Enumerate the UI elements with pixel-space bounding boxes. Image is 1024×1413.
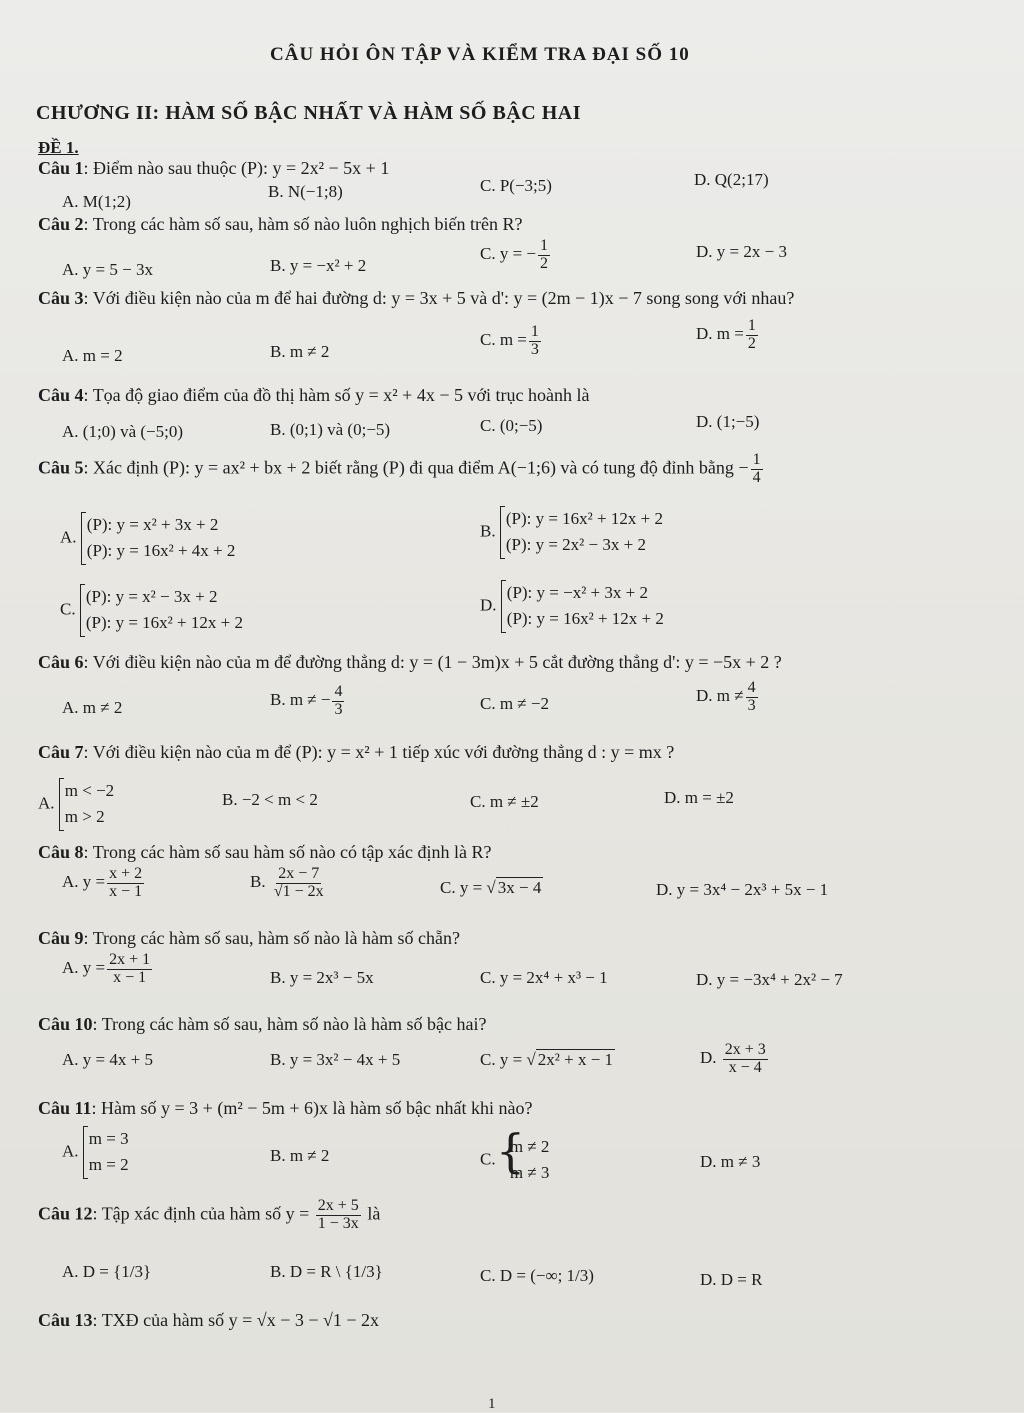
q8-option-d: D. y = 3x⁴ − 2x³ + 5x − 1 bbox=[656, 880, 829, 899]
question-12: Câu 12: Tập xác định của hàm số y = $\frac{2x + 5}{1 - 3x}$ là bbox=[38, 1197, 381, 1232]
q7-option-b: B. −2 < m < 2 bbox=[222, 790, 318, 809]
q12-option-a: A. D = {1/3} bbox=[62, 1262, 152, 1281]
q5-option-c: C. (P): y = x² − 3x + 2 (P): y = 16x² + 12x + 2 bbox=[60, 584, 243, 637]
q12-option-b: B. D = R \ {1/3} bbox=[270, 1262, 383, 1281]
exam-label: ĐỀ 1. bbox=[38, 138, 79, 157]
q10-option-b: B. y = 3x² − 4x + 5 bbox=[270, 1050, 401, 1069]
q7-option-c: C. m ≠ ±2 bbox=[470, 792, 539, 811]
q11-option-c: C. { m ≠ 2 m ≠ 3 bbox=[480, 1134, 549, 1187]
q11-option-a: A. m = 3 m = 2 bbox=[62, 1126, 129, 1179]
q5-option-d: D. (P): y = −x² + 3x + 2 (P): y = 16x² + 12x + 2 bbox=[480, 580, 664, 633]
question-3: Câu 3: Với điều kiện nào của m để hai đường d: y = 3x + 5 và d': y = (2m − 1)x − 7 song song với nhau? bbox=[38, 288, 795, 308]
question-9: Câu 9: Trong các hàm số sau, hàm số nào là hàm số chẵn? bbox=[38, 928, 460, 948]
q6-option-b: B. m ≠ − $\frac{4}{3}$ bbox=[270, 683, 343, 718]
q9-option-b: B. y = 2x³ − 5x bbox=[270, 968, 374, 987]
q5-option-a: A. (P): y = x² + 3x + 2 (P): y = 16x² + 4x + 2 bbox=[60, 512, 235, 565]
q8-option-b: B. $\frac{2x - 7}{√1 - 2x}$ bbox=[250, 865, 324, 900]
q9-option-a: A. y = $\frac{2x + 1}{x - 1}$ bbox=[62, 951, 151, 986]
q1-option-c: C. P(−3;5) bbox=[480, 176, 552, 195]
q3-option-c: C. m = $\frac{1}{3}$ bbox=[480, 323, 539, 358]
q4-option-c: C. (0;−5) bbox=[480, 416, 543, 435]
question-8: Câu 8: Trong các hàm số sau hàm số nào có tập xác định là R? bbox=[38, 842, 492, 862]
q2-option-b: B. y = −x² + 2 bbox=[270, 256, 367, 275]
question-13: Câu 13: TXĐ của hàm số y = √x − 3 − √1 − 2x bbox=[38, 1310, 380, 1330]
q2-option-c: C. y = − $\frac{1}{2}$ bbox=[480, 237, 549, 272]
q4-option-a: A. (1;0) và (−5;0) bbox=[62, 422, 184, 441]
q9-option-c: C. y = 2x⁴ + x³ − 1 bbox=[480, 968, 608, 987]
q12-option-c: C. D = (−∞; 1/3) bbox=[480, 1266, 594, 1285]
q3-option-d: D. m = $\frac{1}{2}$ bbox=[696, 317, 756, 352]
q10-option-a: A. y = 4x + 5 bbox=[62, 1050, 153, 1069]
q11-option-d: D. m ≠ 3 bbox=[700, 1152, 761, 1171]
page-number: 1 bbox=[488, 1396, 496, 1412]
q10-option-c: C. y = √ 2x² + x − 1 bbox=[480, 1050, 614, 1069]
q1-option-a: A. M(1;2) bbox=[62, 192, 131, 211]
q4-option-b: B. (0;1) và (0;−5) bbox=[270, 420, 391, 439]
chapter-heading: CHƯƠNG II: HÀM SỐ BẬC NHẤT VÀ HÀM SỐ BẬC HAI bbox=[36, 102, 581, 124]
q7-option-a: A. m < −2 m > 2 bbox=[38, 778, 114, 831]
q1-option-b: B. N(−1;8) bbox=[268, 182, 343, 201]
question-7: Câu 7: Với điều kiện nào của m để (P): y = x² + 1 tiếp xúc với đường thẳng d : y = mx ? bbox=[38, 742, 675, 762]
q6-option-d: D. m ≠ $\frac{4}{3}$ bbox=[696, 679, 756, 714]
q5-option-b: B. (P): y = 16x² + 12x + 2 (P): y = 2x² − 3x + 2 bbox=[480, 506, 663, 559]
q6-option-a: A. m ≠ 2 bbox=[62, 698, 123, 717]
q12-option-d: D. D = R bbox=[700, 1270, 763, 1289]
q8-option-c: C. y = √ 3x − 4 bbox=[440, 878, 542, 897]
q10-option-d: D. $\frac{2x + 3}{x - 4}$ bbox=[700, 1041, 766, 1076]
q6-option-c: C. m ≠ −2 bbox=[480, 694, 549, 713]
question-6: Câu 6: Với điều kiện nào của m để đường thẳng d: y = (1 − 3m)x + 5 cắt đường thẳng d': y = −5x + 2 ? bbox=[38, 652, 782, 672]
question-11: Câu 11: Hàm số y = 3 + (m² − 5m + 6)x là hàm số bậc nhất khi nào? bbox=[38, 1098, 533, 1118]
question-10: Câu 10: Trong các hàm số sau, hàm số nào là hàm số bậc hai? bbox=[38, 1014, 487, 1034]
question-1: Câu 1: Điểm nào sau thuộc (P): y = 2x² − 5x + 1 bbox=[38, 158, 390, 178]
q2-option-a: A. y = 5 − 3x bbox=[62, 260, 153, 279]
question-5: Câu 5: Xác định (P): y = ax² + bx + 2 biết rằng (P) đi qua điểm A(−1;6) và có tung độ đỉnh bằng − $\frac{1}{4}$ bbox=[38, 451, 761, 486]
q1-option-d: D. Q(2;17) bbox=[694, 170, 769, 189]
question-4: Câu 4: Tọa độ giao điểm của đồ thị hàm số y = x² + 4x − 5 với trục hoành là bbox=[38, 385, 590, 405]
q3-option-a: A. m = 2 bbox=[62, 346, 123, 365]
page-title: CÂU HỎI ÔN TẬP VÀ KIỂM TRA ĐẠI SỐ 10 bbox=[270, 44, 690, 65]
question-2: Câu 2: Trong các hàm số sau, hàm số nào luôn nghịch biến trên R? bbox=[38, 214, 523, 234]
q7-option-d: D. m = ±2 bbox=[664, 788, 734, 807]
q2-option-d: D. y = 2x − 3 bbox=[696, 242, 787, 261]
q3-option-b: B. m ≠ 2 bbox=[270, 342, 330, 361]
q4-option-d: D. (1;−5) bbox=[696, 412, 760, 431]
q9-option-d: D. y = −3x⁴ + 2x² − 7 bbox=[696, 970, 843, 989]
q8-option-a: A. y = $\frac{x + 2}{x - 1}$ bbox=[62, 865, 143, 900]
q11-option-b: B. m ≠ 2 bbox=[270, 1146, 330, 1165]
